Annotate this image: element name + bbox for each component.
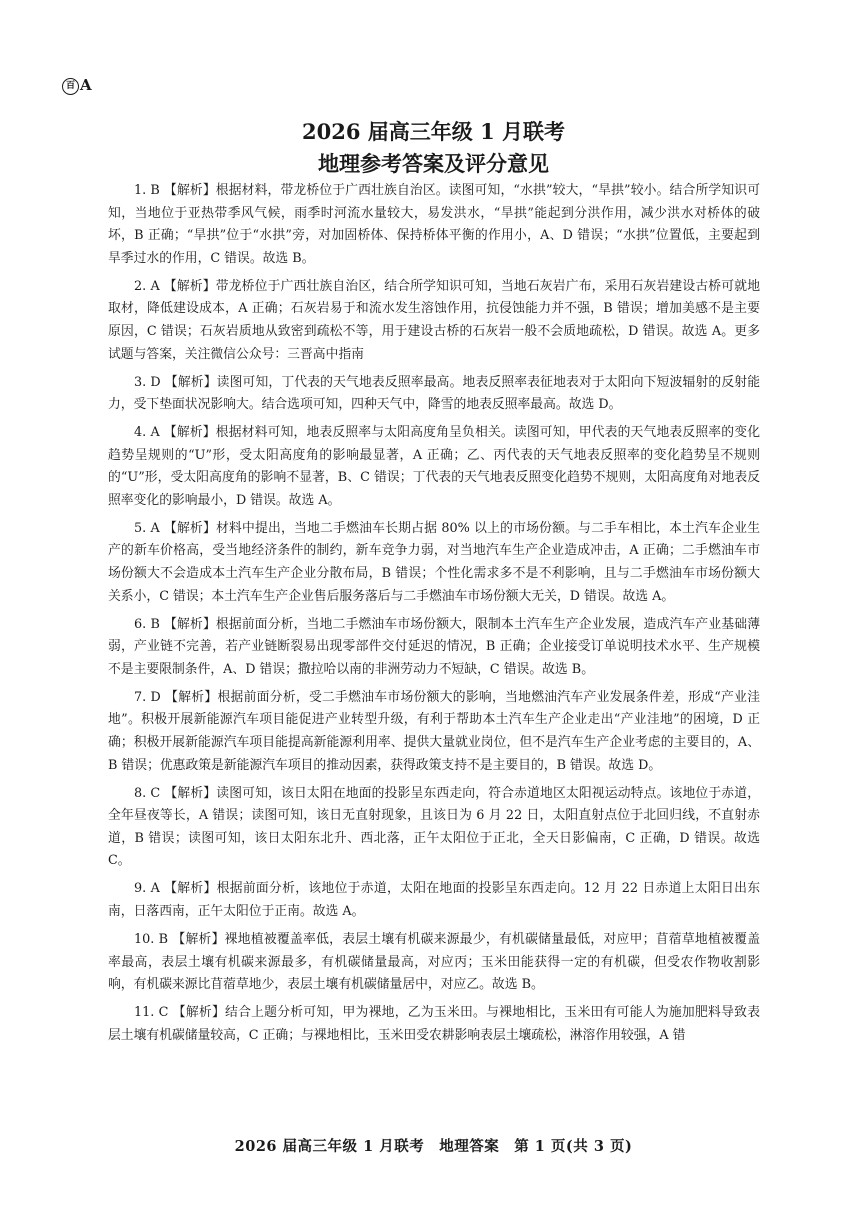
answer-8: 8. C 【解析】读图可知，该日太阳在地面的投影呈东西走向，符合赤道地区太阳视运动特点。该地位于赤道，全年昼夜等长，A 错误；读图可知，该日无直射现象，且该日为 6 月 22 日，太阳直射点位于北回归线，不直射赤道，B 错误；读图可知，该日太阳东北升、西北落，正午太阳位于正北，全天日影偏南，C 正确，D 错误。故选 C。 [108, 785, 760, 869]
corner-letter: A [80, 76, 92, 94]
page-subtitle: 地理参考答案及评分意见 [318, 151, 549, 176]
answer-list [108, 180, 760, 1053]
page-footer: 2026 届高三年级 1 月联考 地理答案 第 1 页(共 3 页) [234, 1138, 633, 1155]
answer-6: 6. B 【解析】根据前面分析，当地二手燃油车市场份额大，限制本土汽车生产企业发展，造成汽车产业基础薄弱，产业链不完善，若产业链断裂易出现零部件交付延迟的情况，B 正确；企业接受订单说明技术水平、生产规模不是主要限制条件，A、D 错误；撒拉哈以南的非洲劳动力不短缺，C 错误。故选 B。 [108, 616, 760, 677]
answer-3: 3. D 【解析】读图可知，丁代表的天气地表反照率最高。地表反照率表征地表对于太阳向下短波辐射的反射能力，受下垫面状况影响大。结合选项可知，四种天气中，降雪的地表反照率最高。故选 D。 [108, 374, 760, 413]
answer-1: 1. B 【解析】根据材料，带龙桥位于广西壮族自治区。读图可知，“水拱”较大，“旱拱”较小。结合所学知识可知，当地位于亚热带季风气候，雨季时河流水量较大，易发洪水，“旱拱”能起到分洪作用，减少洪水对桥体的破坏，B 正确；“旱拱”位于“水拱”旁，对加固桥体、保持桥体平衡的作用小，A、D 错误；“水拱”位置低，主要起到旱季过水的作用，C 错误。故选 B。 [108, 183, 760, 266]
answer-7: 7. D 【解析】根据前面分析，受二手燃油车市场份额大的影响，当地燃油汽车产业发展条件差，形成“产业洼地”。积极开展新能源汽车项目能促进产业转型升级，有利于帮助本土汽车生产企业走出“产业洼地”的困境，D 正确；积极开展新能源汽车项目能提高新能源利用率、提供大量就业岗位，但不是汽车生产企业考虑的主要目的，A、B 错误；优惠政策是新能源汽车项目的推动因素，获得政策支持不是主要目的，B 错误。故选 D。 [108, 689, 760, 773]
answer-9: 9. A 【解析】根据前面分析，该地位于赤道，太阳在地面的投影呈东西走向。12 月 22 日赤道上太阳日出东南，日落西南，正午太阳位于正南。故选 A。 [108, 881, 760, 919]
answer-11: 11. C 【解析】结合上题分析可知，甲为裸地，乙为玉米田。与裸地相比，玉米田有可能人为施加肥料导致表层土壤有机碳储量较高，C 正确；与裸地相比，玉米田受农耕影响表层土壤疏松，淋溶作用较强，A 错 [108, 1005, 760, 1043]
answer-2: 2. A 【解析】带龙桥位于广西壮族自治区，结合所学知识可知，当地石灰岩广布，采用石灰岩建设古桥可就地取材，降低建设成本，A 正确；石灰岩易于和流水发生溶蚀作用，抗侵蚀能力并不强，B 错误；增加美感不是主要原因，C 错误；石灰岩质地从致密到疏松不等，用于建设古桥的石灰岩一般不会质地疏松，D 错误。故选 A。更多试题与答案，关注微信公众号：三晋高中指南 [108, 278, 760, 362]
corner-mark [62, 76, 92, 95]
answer-10: 10. B 【解析】裸地植被覆盖率低，表层土壤有机碳来源最少，有机碳储量最低，对应甲；苜蓿草地植被覆盖率最高，表层土壤有机碳来源最多，有机碳储量最高，对应丙；玉米田能获得一定的有机碳，但受农作物收割影响，有机碳来源比苜蓿草地少，表层土壤有机碳储量居中，对应乙。故选 B。 [108, 931, 760, 993]
corner-circle-char: 百 [62, 78, 79, 95]
answer-5: 5. A 【解析】材料中提出，当地二手燃油车长期占据 80% 以上的市场份额。与二手车相比，本土汽车企业生产的新车价格高，受当地经济条件的制约，新车竞争力弱，对当地汽车生产企业造成冲击，A 正确；二手燃油车市场份额大不会造成本土汽车生产企业分散布局，B 错误；个性化需求多不是不利影响，且与二手燃油车市场份额大关系小，C 错误；本土汽车生产企业售后服务落后与二手燃油车市场份额大无关，D 错误。故选 A。 [108, 520, 760, 604]
answer-4: 4. A 【解析】根据材料可知，地表反照率与太阳高度角呈负相关。读图可知，甲代表的天气地表反照率的变化趋势呈规则的“U”形，受太阳高度角的影响最显著，A 正确；乙、丙代表的天气地表反照率的变化趋势呈不规则的“U”形，受太阳高度角的影响不显著，B、C 错误；丁代表的天气地表反照变化趋势不规则，太阳高度角对地表反照率变化的影响最小，D 错误。故选 A。 [108, 425, 760, 508]
page-title: 2026 届高三年级 1 月联考 [302, 119, 565, 144]
